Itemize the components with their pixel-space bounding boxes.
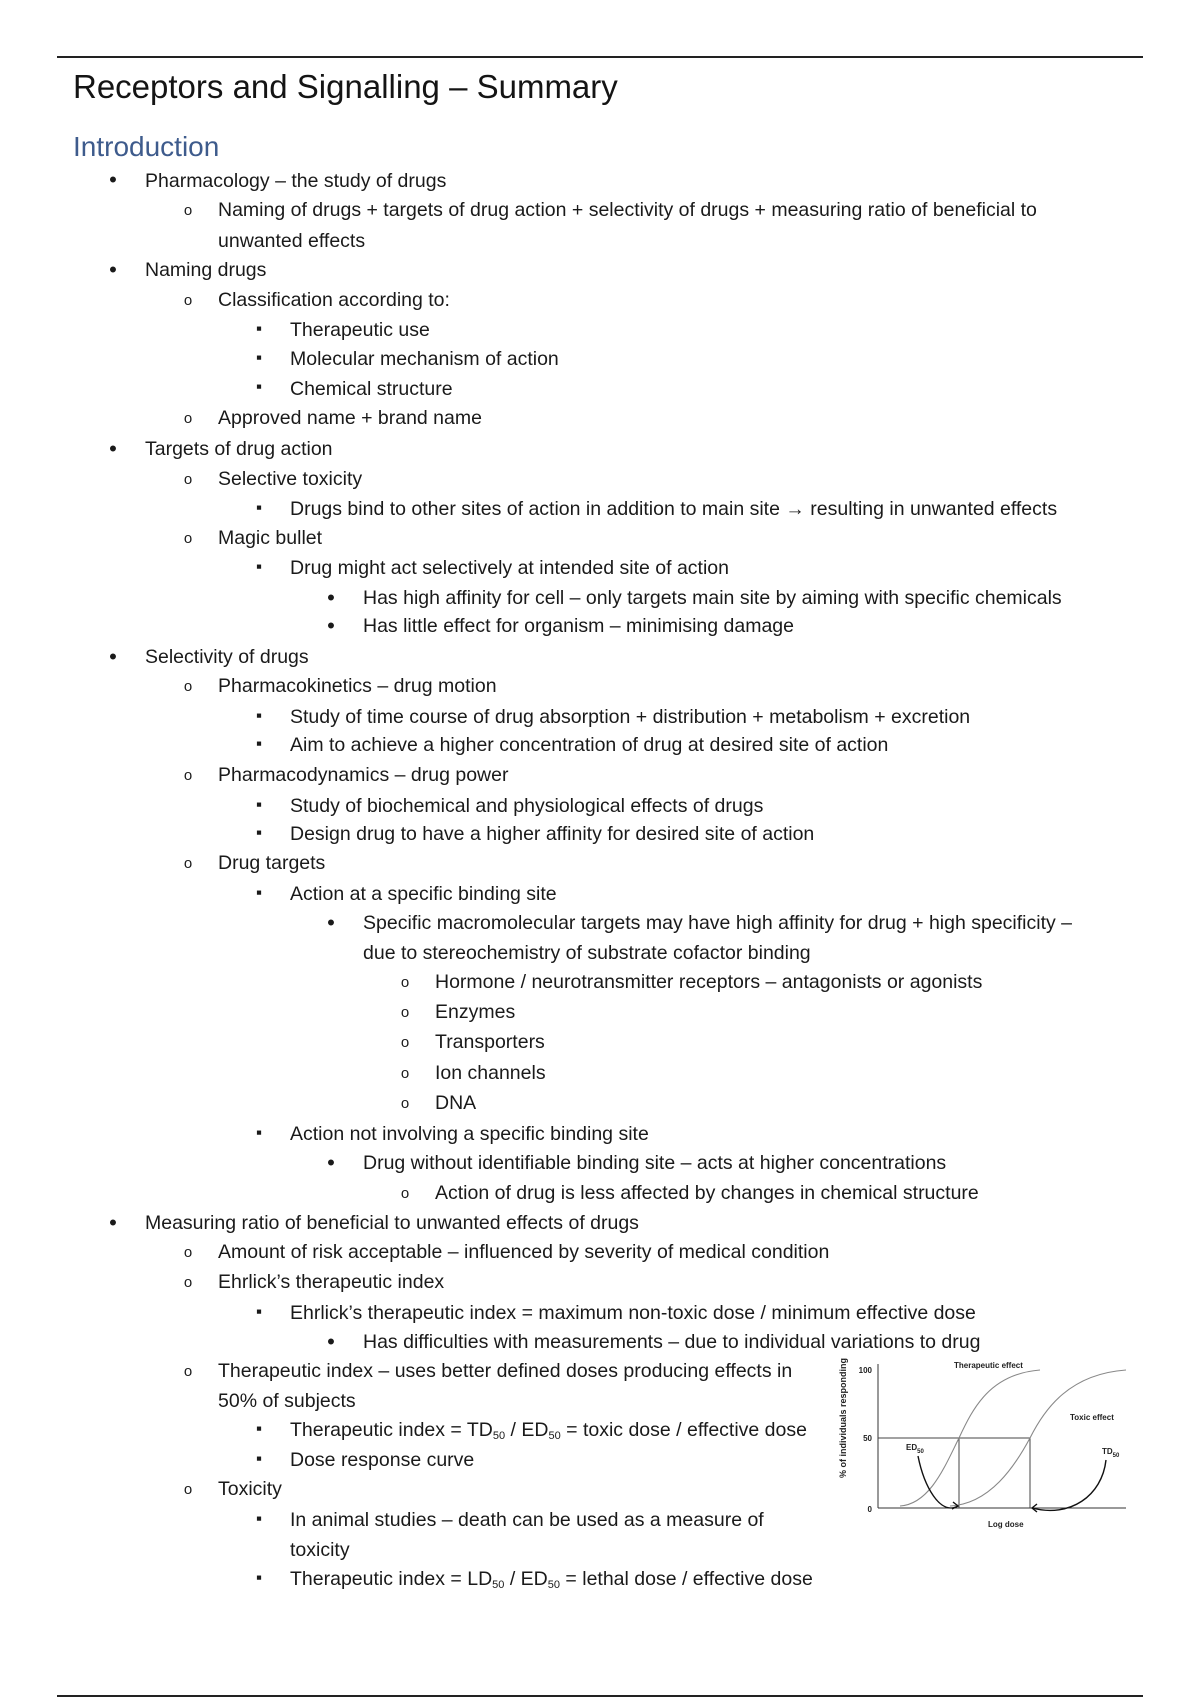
toxic-effect-label: Toxic effect	[1070, 1413, 1114, 1422]
bullet-circle-icon	[181, 1363, 195, 1380]
outline-line: Action of drug is less affected by changes in chemical structure	[435, 1182, 979, 1204]
bullet-disc-icon	[106, 257, 120, 283]
outline-line: Enzymes	[435, 1001, 516, 1023]
subscript: 50	[547, 1579, 561, 1591]
ed50-arrow	[918, 1456, 958, 1508]
outline-line: Approved name + brand name	[218, 407, 482, 429]
bullet-square-icon	[252, 822, 266, 844]
outline-line: Pharmacokinetics – drug motion	[218, 675, 497, 697]
bullet-square-icon	[252, 794, 266, 816]
outline-line: Selectivity of drugs	[145, 646, 309, 668]
bullet-square-icon	[252, 705, 266, 727]
y-tick-0: 0	[867, 1505, 872, 1514]
bullet-circle-icon	[398, 1185, 412, 1202]
outline-line: Ion channels	[435, 1062, 546, 1084]
outline-line: toxicity	[290, 1539, 350, 1561]
bullet-square-icon	[252, 733, 266, 755]
outline-line: Has difficulties with measurements – due to individual variations to drug	[363, 1331, 981, 1353]
bullet-circle-icon	[398, 1034, 412, 1051]
outline-line: Action at a specific binding site	[290, 883, 557, 905]
outline-line: Study of time course of drug absorption + distribution + metabolism + excretion	[290, 706, 971, 728]
outline-line: In animal studies – death can be used as a measure of	[290, 1509, 764, 1531]
td50-label: $TD_{50}$	[1102, 1447, 1120, 1459]
outline-line: Pharmacodynamics – drug power	[218, 764, 509, 786]
bullet-circle-icon	[181, 1244, 195, 1261]
bullet-circle-icon	[181, 202, 195, 219]
formula-text: = toxic dose / effective dose	[560, 1419, 807, 1441]
bullet-square-icon	[252, 1122, 266, 1144]
outline-line	[290, 1419, 807, 1442]
outline-line: Targets of drug action	[145, 438, 333, 460]
formula-text: / ED	[505, 1419, 549, 1441]
outline-line: Transporters	[435, 1031, 545, 1053]
formula-text: Therapeutic index = TD	[290, 1419, 493, 1441]
bullet-square-icon	[252, 1508, 266, 1530]
bullet-circle-icon	[398, 1095, 412, 1112]
outline-line: Naming drugs	[145, 259, 267, 281]
formula-text: = lethal dose / effective dose	[560, 1568, 813, 1590]
outline-line: Specific macromolecular targets may have high affinity for drug + high specificity –	[363, 912, 1073, 934]
bullet-circle-icon	[181, 678, 195, 695]
outline-line: Design drug to have a higher affinity for desired site of action	[290, 823, 815, 845]
bullet-square-icon	[252, 497, 266, 519]
figure-ylabel: % of individuals responding	[838, 1357, 848, 1479]
outline-line: Toxicity	[218, 1478, 282, 1500]
outline-line: Chemical structure	[290, 378, 453, 400]
bullet-circle-icon	[398, 1065, 412, 1082]
subscript: 50	[492, 1579, 505, 1591]
outline-line: DNA	[435, 1092, 477, 1114]
outline-line: Dose response curve	[290, 1449, 475, 1471]
outline-line: Therapeutic use	[290, 319, 430, 341]
y-tick-50: 50	[863, 1434, 872, 1443]
y-tick-100: 100	[858, 1366, 872, 1375]
bullet-square-icon	[252, 347, 266, 369]
bullet-circle-icon	[181, 767, 195, 784]
bullet-square-icon	[252, 882, 266, 904]
top-rule	[57, 56, 1143, 58]
bullet-square-icon	[252, 1418, 266, 1440]
outline-line: Drug without identifiable binding site – acts at higher concentrations	[363, 1152, 947, 1174]
outline-line: Ehrlick’s therapeutic index	[218, 1271, 445, 1293]
dose-response-figure	[840, 1356, 1130, 1536]
bullet-circle-icon	[181, 471, 195, 488]
outline-line: Classification according to:	[218, 289, 450, 311]
outline-line: Molecular mechanism of action	[290, 348, 559, 370]
td50-arrow	[1032, 1460, 1106, 1510]
bullet-disc-icon	[106, 436, 120, 462]
outline-line: Drugs bind to other sites of action in addition to main site → resulting in unwanted effects	[290, 498, 1058, 520]
document-title: Receptors and Signalling – Summary	[73, 68, 618, 105]
bullet-disc-icon	[106, 1210, 120, 1236]
outline-line: Has high affinity for cell – only targets main site by aiming with specific chemicals	[363, 587, 1062, 609]
bullet-circle-icon	[181, 530, 195, 547]
outline-line: Pharmacology – the study of drugs	[145, 170, 447, 192]
bullet-square-icon	[252, 556, 266, 578]
outline-line: Action not involving a specific binding site	[290, 1123, 649, 1145]
bullet-disc-icon	[324, 585, 338, 611]
bullet-square-icon	[252, 376, 266, 398]
subscript: 50	[548, 1430, 561, 1442]
outline-line: Aim to achieve a higher concentration of drug at desired site of action	[290, 734, 889, 756]
outline-line: Hormone / neurotransmitter receptors – antagonists or agonists	[435, 971, 983, 993]
outline-line: unwanted effects	[218, 230, 366, 252]
bullet-disc-icon	[106, 644, 120, 670]
outline-line: Magic bullet	[218, 527, 323, 549]
bullet-disc-icon	[106, 167, 120, 193]
outline-line: Amount of risk acceptable – influenced by severity of medical condition	[218, 1241, 830, 1263]
bullet-circle-icon	[181, 1274, 195, 1291]
formula-text: Therapeutic index = LD	[290, 1568, 493, 1590]
ed50-label: $ED_{50}$	[906, 1443, 924, 1455]
outline-line	[290, 1568, 813, 1591]
bullet-disc-icon	[324, 910, 338, 936]
outline-line: Has little effect for organism – minimising damage	[363, 615, 794, 637]
outline-line: Naming of drugs + targets of drug action + selectivity of drugs + measuring ratio of beneficial to	[218, 199, 1037, 221]
bullet-square-icon	[252, 1448, 266, 1470]
bullet-circle-icon	[181, 410, 195, 427]
section-heading: Introduction	[73, 131, 220, 162]
bullet-circle-icon	[398, 974, 412, 991]
bullet-circle-icon	[181, 292, 195, 309]
therapeutic-effect-label: Therapeutic effect	[954, 1361, 1023, 1370]
outline-line: Drug targets	[218, 852, 326, 874]
figure-xlabel: Log dose	[988, 1520, 1024, 1529]
outline-line: Ehrlick’s therapeutic index = maximum non-toxic dose / minimum effective dose	[290, 1302, 976, 1324]
outline-line: Selective toxicity	[218, 468, 363, 490]
bullet-square-icon	[252, 1301, 266, 1323]
formula-text: / ED	[504, 1568, 548, 1590]
bullet-circle-icon	[398, 1004, 412, 1021]
outline-line: Measuring ratio of beneficial to unwanted effects of drugs	[145, 1212, 639, 1234]
outline-line: Study of biochemical and physiological effects of drugs	[290, 795, 764, 817]
bullet-disc-icon	[324, 1329, 338, 1355]
bullet-square-icon	[252, 318, 266, 340]
outline-line: due to stereochemistry of substrate cofactor binding	[363, 942, 811, 964]
bullet-square-icon	[252, 1567, 266, 1589]
bullet-circle-icon	[181, 855, 195, 872]
bullet-circle-icon	[181, 1481, 195, 1498]
outline-line: Drug might act selectively at intended site of action	[290, 557, 729, 579]
bottom-rule	[57, 1695, 1143, 1697]
subscript: 50	[492, 1430, 506, 1442]
outline-line: Therapeutic index – uses better defined doses producing effects in	[218, 1360, 793, 1382]
bullet-disc-icon	[324, 613, 338, 639]
outline-line: 50% of subjects	[218, 1390, 356, 1412]
bullet-disc-icon	[324, 1150, 338, 1176]
